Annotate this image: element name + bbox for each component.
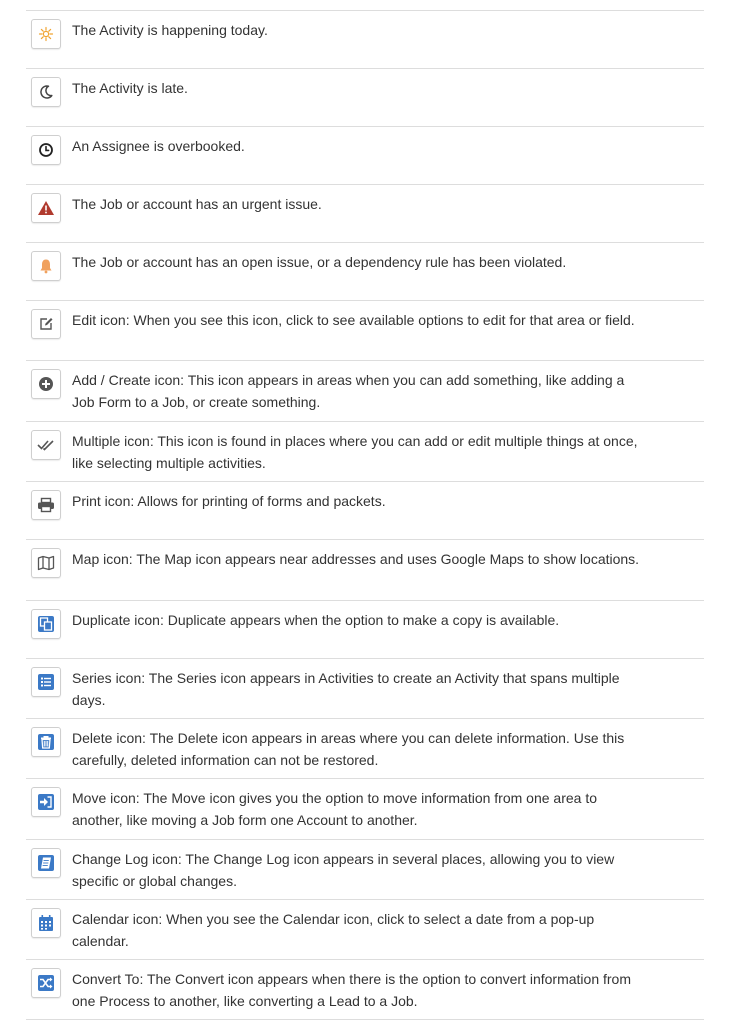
list-item-text: The Job or account has an urgent issue.: [72, 196, 322, 212]
list-item-text: Map icon: The Map icon appears near addresses and uses Google Maps to show locations.: [72, 551, 640, 567]
list-item-text: Multiple icon: This icon is found in places where you can add or edit multiple things at once, like selecting multiple activities.: [72, 433, 638, 471]
list-item: [26, 959, 704, 1020]
list-item-text: Series icon: The Series icon appears in Activities to create an Activity that spans multiple days.: [72, 670, 620, 708]
list-item-text: Edit icon: When you see this icon, click to see available options to edit for that area or field.: [72, 312, 635, 328]
plus-circle-icon: [31, 369, 61, 399]
list-item: [26, 899, 704, 959]
list-item: [26, 421, 704, 481]
list-item-text: Convert To: The Convert icon appears when there is the option to convert information from one Process to another, like converting a Lead to a Job.: [72, 971, 632, 1009]
list-item-text: The Job or account has an open issue, or a dependency rule has been violated.: [72, 254, 567, 270]
list-item-text: Add / Create icon: This icon appears in areas when you can add something, like adding a Job Form to a Job, or create something.: [72, 372, 625, 410]
list-item: [26, 539, 704, 600]
list-icon: [31, 667, 61, 697]
print-icon: [31, 490, 61, 520]
list-item: [26, 300, 704, 360]
icon-legend-list: [26, 10, 704, 1020]
list-item: [26, 600, 704, 658]
list-item-text: Change Log icon: The Change Log icon appears in several places, allowing you to view specific or global changes.: [72, 851, 615, 889]
moon-icon: [31, 77, 61, 107]
list-item: [26, 68, 704, 126]
list-item-text: Move icon: The Move icon gives you the option to move information from one area to another, like moving a Job form one Account to another.: [72, 790, 598, 828]
list-item: [26, 360, 704, 421]
bell-icon: [31, 251, 61, 281]
shuffle-icon: [31, 968, 61, 998]
list-item-text: Duplicate icon: Duplicate appears when the option to make a copy is available.: [72, 612, 560, 628]
clock-icon: [31, 135, 61, 165]
trash-icon: [31, 727, 61, 757]
move-icon: [31, 787, 61, 817]
list-item: [26, 184, 704, 242]
change-log-icon: [31, 848, 61, 878]
sun-icon: [31, 19, 61, 49]
list-item: [26, 481, 704, 539]
map-icon: [31, 548, 61, 578]
warning-icon: [31, 193, 61, 223]
duplicate-icon: [31, 609, 61, 639]
list-item: [26, 778, 704, 839]
edit-icon: [31, 309, 61, 339]
list-item: [26, 242, 704, 300]
calendar-icon: [31, 908, 61, 938]
list-item: [26, 839, 704, 899]
list-item-text: Calendar icon: When you see the Calendar icon, click to select a date from a pop-up calendar.: [72, 911, 595, 949]
list-item-text: Delete icon: The Delete icon appears in areas where you can delete information. Use this carefully, deleted information can not be restored.: [72, 730, 625, 768]
list-item: [26, 658, 704, 718]
list-item-text: Print icon: Allows for printing of forms and packets.: [72, 493, 386, 509]
list-item-text: The Activity is late.: [72, 80, 188, 96]
list-item-text: The Activity is happening today.: [72, 22, 268, 38]
list-item: [26, 10, 704, 68]
list-item: [26, 718, 704, 778]
list-item: [26, 126, 704, 184]
double-check-icon: [31, 430, 61, 460]
list-item-text: An Assignee is overbooked.: [72, 138, 245, 154]
